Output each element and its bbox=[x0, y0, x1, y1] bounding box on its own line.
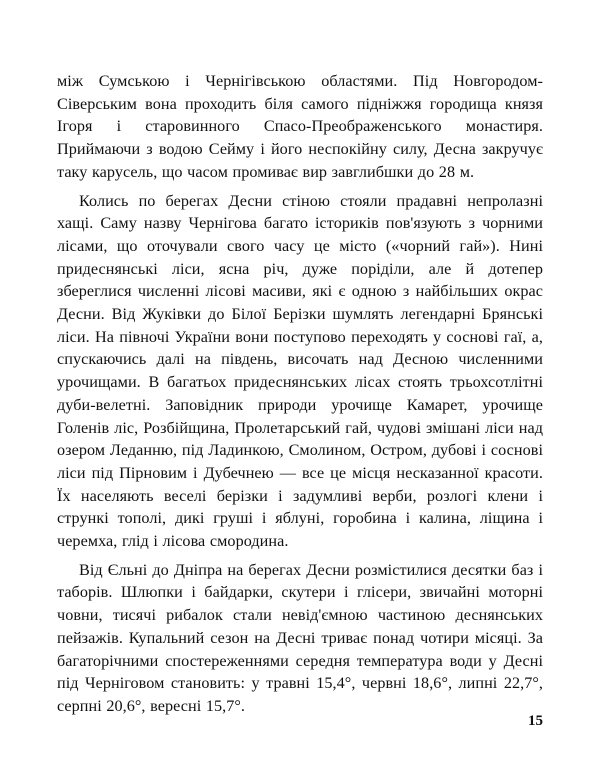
page-number: 15 bbox=[528, 713, 543, 729]
paragraph-continuation: між Сумською і Чернігівською областями. Під Новгородом-Сіверським вона проходить біля самого підніжжя городища князя Ігоря і старовинного Спасо-Преображенського монастиря. Приймаючи з водою Сейму і його неспокійну силу, Десна закручує таку карусель, що часом промиває вир завглибшки до 28 м. bbox=[57, 72, 543, 181]
paragraph-recreation: Від Єльні до Дніпра на берегах Десни розмістилися десятки баз і таборів. Шлюпки і байдарки, скутери і глісери, звичайні моторні човни, тисячі рибалок стали невід'ємною частиною деснянських пейзажів. Купальний сезон на Десні триває понад чотири місяці. За багаторічними спостереженнями середня температура води у Десні під Черніговом становить: у травні 15,4°, червні 18,6°, липні 22,7°, серпні 20,6°, вересні 15,7°. bbox=[57, 560, 543, 715]
body-text bbox=[57, 70, 543, 718]
paragraph-forests: Колись по берегах Десни стіною стояли прадавні непролазні хащі. Саму назву Чернігова багато істориків пов'язують з чорними лісами, що оточували свого часу це місто («чорний гай»). Нині придеснянські ліси, ясна річ, дуже поріділи, але й дотепер збереглися численні лісові масиви, які є одною з найбільших окрас Десни. Від Жуківки до Білої Берізки шумлять легендарні Брянські ліси. На півночі України вони поступово переходять у соснові гаї, а, спускаючись далі на південь, височать над Десною численними урочищами. В багатьох придеснянських лісах стоять трьохсотлітні дуби-велетні. Заповідник природи урочище Камарет, урочище Голенів ліс, Розбійщина, Пролетарський гай, чудові змішані ліси над озером Леданню, під Ладинкою, Смолином, Остром, дубові і соснові ліси під Пірновим і Дубечнею — все це місця несказанної красоти. Їх населяють веселі берізки і задумливі верби, розлогі клени і стрункі тополі, дикі груші і яблуні, горобина і калина, ліщина і черемха, глід і лісова смородина. bbox=[57, 191, 543, 551]
